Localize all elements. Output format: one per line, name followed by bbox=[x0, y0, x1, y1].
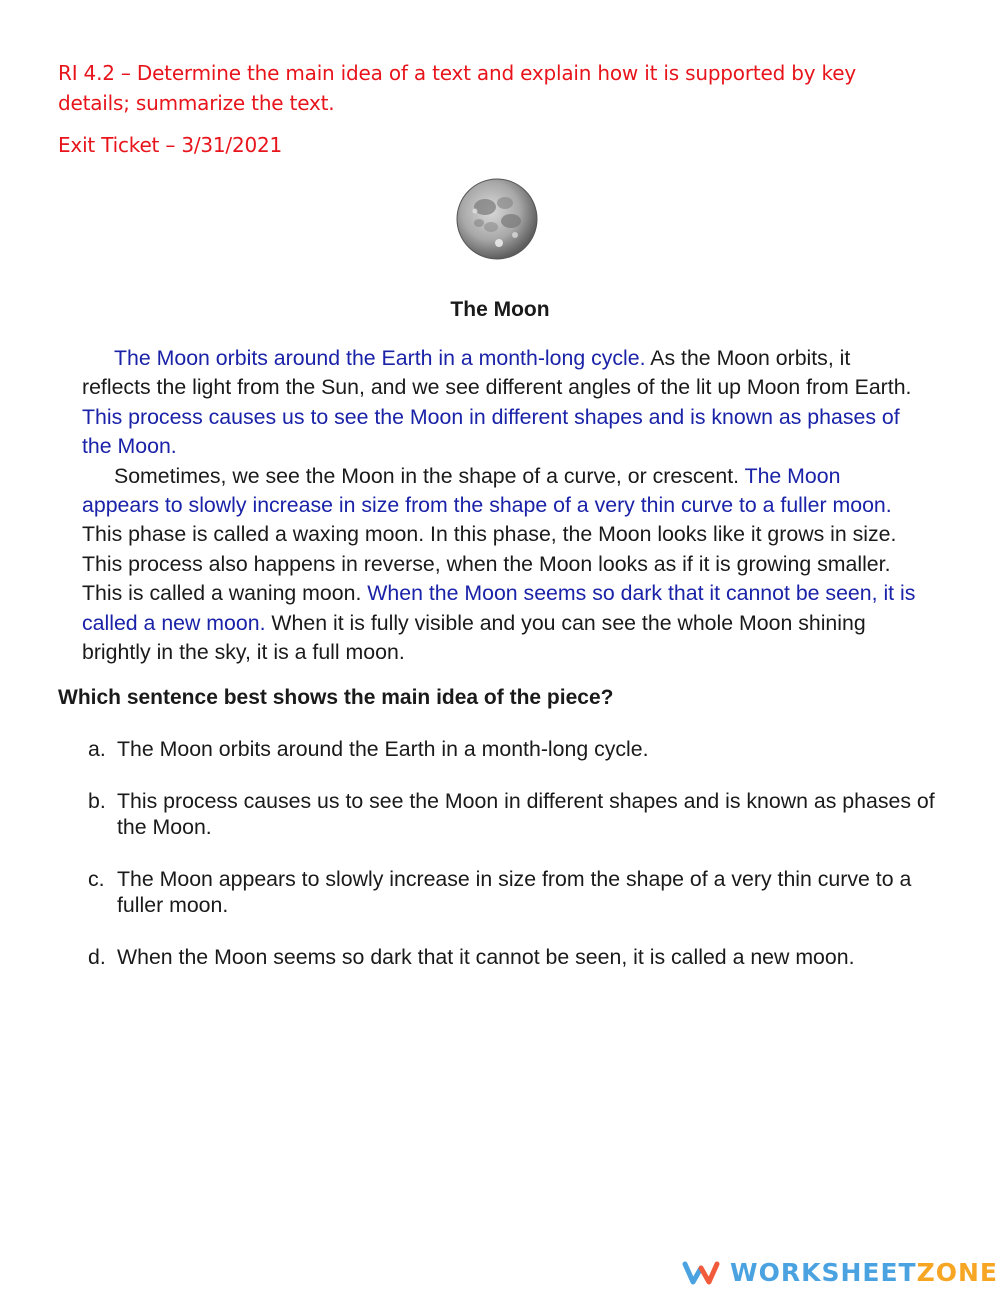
sentence: When it is fully visible and you can see the whole Moon shining brightly in the sky, it is a full moon. bbox=[82, 610, 866, 665]
option-letter: a. bbox=[88, 737, 106, 761]
option-letter: b. bbox=[88, 788, 106, 813]
sentence: This phase is called a waxing moon. In this phase, the Moon looks like it grows in size. This process also happens in reverse, when the Moon looks as if it is growing smaller. This is called a waning moon. bbox=[82, 522, 897, 606]
option-text: The Moon appears to slowly increase in size from the shape of a very thin curve to a fuller moon. bbox=[117, 866, 912, 917]
watermark-prefix: WORKSHEET bbox=[730, 1258, 917, 1287]
moon-image bbox=[455, 177, 539, 261]
option-letter: d. bbox=[88, 944, 106, 969]
sentence: As the Moon orbits, it reflects the light from the Sun, and we see different angles of the lit up Moon from Earth. bbox=[82, 346, 912, 400]
option-letter: c. bbox=[88, 866, 105, 891]
highlight-sentence: The Moon appears to slowly increase in size from the shape of a very thin curve to a fuller moon. bbox=[82, 463, 892, 518]
highlight-sentence: The Moon orbits around the Earth in a month-long cycle. bbox=[114, 346, 646, 370]
article-title: The Moon bbox=[450, 298, 550, 321]
option-c[interactable] bbox=[88, 866, 948, 919]
article-body bbox=[82, 344, 922, 667]
exit-ticket-date: Exit Ticket – 3/31/2021 bbox=[58, 133, 283, 157]
option-text: This process causes us to see the Moon in different shapes and is known as phases of the Moon. bbox=[117, 788, 935, 839]
paragraph-1 bbox=[82, 344, 922, 462]
question-prompt: Which sentence best shows the main idea of the piece? bbox=[58, 686, 614, 709]
standard-text: RI 4.2 – Determine the main idea of a text and explain how it is supported by key details; summarize the text. bbox=[58, 61, 856, 115]
watermark-suffix: ZONE bbox=[916, 1258, 998, 1287]
worksheetzone-watermark bbox=[682, 1258, 998, 1287]
option-text: The Moon orbits around the Earth in a month-long cycle. bbox=[117, 737, 649, 761]
highlight-sentence: When the Moon seems so dark that it cannot be seen, it is called a new moon. bbox=[82, 581, 916, 635]
worksheetzone-logo-icon bbox=[682, 1260, 720, 1286]
option-text: When the Moon seems so dark that it cannot be seen, it is called a new moon. bbox=[117, 944, 855, 969]
moon-icon bbox=[455, 177, 539, 261]
answer-options bbox=[88, 736, 948, 995]
watermark-text bbox=[730, 1258, 998, 1287]
sentence: Sometimes, we see the Moon in the shape of a curve, or crescent. bbox=[114, 463, 745, 488]
paragraph-2 bbox=[82, 462, 922, 668]
option-a[interactable] bbox=[88, 736, 948, 763]
option-d[interactable] bbox=[88, 944, 948, 971]
highlight-sentence: This process causes us to see the Moon in different shapes and is known as phases of the Moon. bbox=[82, 404, 900, 459]
option-b[interactable] bbox=[88, 788, 948, 841]
